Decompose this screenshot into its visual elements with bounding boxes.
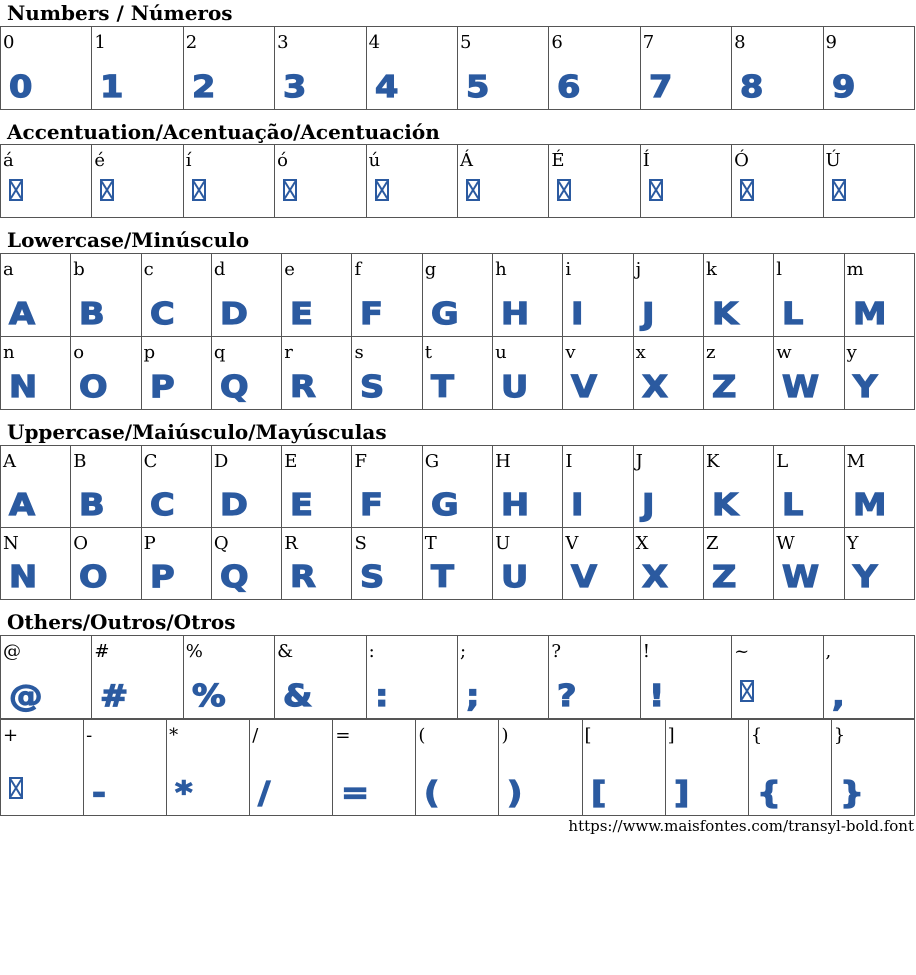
glyph-sample: /: [258, 776, 271, 811]
glyph-label: #: [94, 641, 110, 662]
glyph-cell: [183, 145, 274, 218]
glyph-label: f: [354, 259, 362, 280]
glyph-label: U: [495, 533, 511, 554]
glyph-cell: [416, 720, 499, 816]
glyph-cell: [844, 528, 914, 600]
glyph-sample: I: [571, 297, 584, 332]
glyph-label: x: [635, 342, 646, 363]
glyph-label: 4: [368, 32, 381, 53]
missing-glyph-icon: [557, 179, 571, 213]
glyph-cell: [823, 636, 914, 719]
glyph-sample: X: [641, 370, 668, 405]
glyph-cell: [275, 636, 366, 719]
glyph-cell: [366, 27, 457, 110]
glyph-cell: [211, 446, 281, 528]
glyph-label: s: [354, 342, 364, 363]
glyph-sample: E: [290, 488, 314, 523]
glyph-sample: T: [430, 370, 454, 405]
glyph-sample: S: [360, 370, 385, 405]
glyph-sample: L: [782, 488, 804, 523]
glyph-cell: [250, 720, 333, 816]
glyph-label: ]: [667, 725, 675, 746]
missing-glyph-icon: [740, 179, 754, 213]
glyph-label: 3: [277, 32, 289, 53]
glyph-sample: T: [430, 560, 454, 595]
glyph-label: S: [354, 533, 367, 554]
missing-glyph-icon: [375, 179, 389, 213]
glyph-sample: 6: [557, 70, 581, 105]
glyph-cell: [831, 720, 914, 816]
glyph-label: (: [418, 725, 426, 746]
glyph-sample: H: [501, 297, 530, 332]
glyph-sample: 7: [648, 70, 673, 105]
glyph-label: h: [495, 259, 507, 280]
glyph-label: V: [565, 533, 579, 554]
glyph-label: n: [3, 342, 15, 363]
missing-glyph-icon: [466, 179, 480, 213]
missing-glyph-icon: [283, 179, 297, 213]
glyph-sample: K: [711, 297, 739, 332]
glyph-cell: [774, 528, 844, 600]
glyph-cell: [92, 636, 183, 719]
glyph-sample: W: [782, 370, 820, 405]
glyph-label: y: [846, 342, 857, 363]
glyph-cell: [282, 254, 352, 337]
glyph-label: e: [284, 259, 295, 280]
glyph-sample: A: [9, 297, 36, 332]
glyph-label: 0: [3, 32, 15, 53]
glyph-label: m: [846, 259, 864, 280]
glyph-label: +: [3, 725, 19, 746]
glyph-label: 7: [642, 32, 655, 53]
glyph-label: &: [277, 641, 294, 662]
glyph-sample: 5: [465, 70, 490, 105]
glyph-label: i: [565, 259, 572, 280]
glyph-label: Q: [213, 533, 229, 554]
glyph-cell: [141, 446, 211, 528]
glyph-label: W: [776, 533, 795, 554]
lowercase-grid-row-2: [0, 336, 915, 410]
glyph-label: 5: [459, 32, 472, 53]
glyph-sample: U: [501, 560, 529, 595]
others-grid-row-2: [0, 719, 915, 816]
glyph-cell: [211, 254, 281, 337]
glyph-cell: [183, 636, 274, 719]
glyph-label: u: [495, 342, 507, 363]
glyph-cell: [333, 720, 416, 816]
missing-glyph-icon: [9, 777, 23, 811]
glyph-cell: [844, 337, 914, 410]
glyph-label: Í: [642, 150, 650, 171]
glyph-cell: [732, 27, 823, 110]
glyph-label: q: [213, 342, 226, 363]
section-title-accentuation: Accentuation/Acentuação/Acentuación: [7, 120, 440, 144]
glyph-sample: Y: [852, 560, 877, 595]
glyph-sample: O: [79, 560, 108, 595]
section-title-others: Others/Outros/Otros: [7, 610, 236, 634]
glyph-label: b: [73, 259, 85, 280]
glyph-label: ó: [277, 150, 289, 171]
glyph-label: O: [73, 533, 89, 554]
glyph-cell: [703, 528, 773, 600]
glyph-sample: =: [341, 776, 370, 811]
glyph-cell: [703, 337, 773, 410]
glyph-sample: C: [149, 488, 175, 523]
glyph-cell: [582, 720, 665, 816]
glyph-sample: S: [360, 560, 385, 595]
glyph-cell: [422, 337, 492, 410]
missing-glyph-icon: [740, 680, 754, 714]
glyph-sample: 0: [9, 70, 33, 105]
glyph-cell: [665, 720, 748, 816]
glyph-sample: H: [501, 488, 530, 523]
glyph-sample: 9: [831, 70, 855, 105]
glyph-label: é: [94, 150, 106, 171]
glyph-label: í: [185, 150, 192, 171]
glyph-sample: N: [9, 560, 38, 595]
glyph-cell: [457, 636, 548, 719]
glyph-cell: [844, 254, 914, 337]
glyph-cell: [183, 27, 274, 110]
glyph-sample: (: [424, 776, 440, 811]
glyph-label: ): [501, 725, 509, 746]
glyph-sample: G: [430, 297, 459, 332]
glyph-cell: [275, 27, 366, 110]
glyph-label: Á: [459, 150, 473, 171]
glyph-label: Ú: [825, 150, 841, 171]
glyph-label: l: [776, 259, 783, 280]
glyph-label: á: [3, 150, 14, 171]
glyph-cell: [748, 720, 831, 816]
glyph-cell: [640, 27, 731, 110]
glyph-label: P: [143, 533, 156, 554]
glyph-sample: #: [100, 679, 129, 714]
glyph-sample: *: [175, 776, 193, 811]
uppercase-grid-row-1: [0, 445, 915, 528]
glyph-cell: [732, 145, 823, 218]
glyph-label: %: [185, 641, 203, 662]
glyph-cell: [563, 446, 633, 528]
glyph-sample: M: [852, 297, 887, 332]
glyph-label: ?: [551, 641, 561, 662]
glyph-sample: Y: [852, 370, 877, 405]
glyph-label: ú: [368, 150, 381, 171]
glyph-cell: [549, 27, 640, 110]
glyph-sample: !: [648, 679, 665, 714]
glyph-cell: [71, 254, 141, 337]
glyph-label: z: [705, 342, 716, 363]
glyph-label: *: [169, 725, 179, 746]
glyph-label: K: [705, 451, 720, 472]
glyph-sample: A: [9, 488, 36, 523]
glyph-sample: D: [219, 488, 248, 523]
glyph-cell: [493, 528, 563, 600]
glyph-label: }: [833, 725, 846, 746]
glyph-label: =: [335, 725, 351, 746]
glyph-cell: [563, 337, 633, 410]
glyph-cell: [549, 145, 640, 218]
glyph-sample: E: [290, 297, 314, 332]
glyph-cell: [633, 337, 703, 410]
glyph-sample: -: [92, 776, 107, 811]
glyph-cell: [457, 27, 548, 110]
glyph-sample: }: [839, 776, 864, 811]
glyph-sample: P: [149, 560, 175, 595]
glyph-label: Ó: [734, 150, 749, 171]
glyph-cell: [84, 720, 167, 816]
numbers-grid: [0, 26, 915, 110]
glyph-label: ;: [459, 641, 467, 662]
glyph-label: c: [143, 259, 154, 280]
glyph-label: J: [635, 451, 643, 472]
glyph-sample: @: [9, 679, 43, 714]
glyph-label: ~: [734, 641, 750, 662]
glyph-sample: [: [590, 776, 606, 811]
glyph-label: ,: [825, 641, 832, 662]
glyph-cell: [457, 145, 548, 218]
glyph-cell: [422, 446, 492, 528]
glyph-cell: [71, 528, 141, 600]
glyph-sample: ;: [465, 679, 480, 714]
glyph-label: o: [73, 342, 85, 363]
uppercase-grid-row-2: [0, 527, 915, 600]
glyph-cell: [422, 254, 492, 337]
glyph-label: @: [3, 641, 21, 662]
glyph-cell: [823, 145, 914, 218]
glyph-cell: [282, 337, 352, 410]
glyph-cell: [1, 636, 92, 719]
glyph-cell: [732, 636, 823, 719]
glyph-cell: [1, 145, 92, 218]
glyph-label: É: [551, 150, 565, 171]
glyph-sample: :: [374, 679, 389, 714]
glyph-sample: G: [430, 488, 459, 523]
glyph-label: r: [284, 342, 293, 363]
glyph-cell: [352, 446, 422, 528]
glyph-label: G: [424, 451, 440, 472]
glyph-cell: [493, 446, 563, 528]
glyph-cell: [71, 446, 141, 528]
glyph-cell: [366, 145, 457, 218]
glyph-sample: Q: [219, 370, 249, 405]
glyph-label: X: [635, 533, 649, 554]
missing-glyph-icon: [649, 179, 663, 213]
glyph-sample: M: [852, 488, 887, 523]
glyph-sample: U: [501, 370, 529, 405]
glyph-label: 8: [734, 32, 746, 53]
glyph-sample: 3: [283, 70, 307, 105]
glyph-sample: &: [283, 679, 313, 714]
glyph-sample: L: [782, 297, 804, 332]
glyph-cell: [366, 636, 457, 719]
glyph-sample: 8: [740, 70, 764, 105]
source-url: https://www.maisfontes.com/transyl-bold.font: [568, 817, 914, 835]
glyph-label: !: [642, 641, 650, 662]
missing-glyph-icon: [9, 179, 23, 213]
glyph-sample: Q: [219, 560, 249, 595]
glyph-sample: D: [219, 297, 248, 332]
lowercase-grid-row-1: [0, 253, 915, 337]
glyph-cell: [703, 254, 773, 337]
glyph-label: F: [354, 451, 367, 472]
glyph-cell: [141, 337, 211, 410]
section-title-numbers: Numbers / Números: [7, 1, 233, 25]
glyph-sample: F: [360, 297, 384, 332]
glyph-cell: [1, 254, 71, 337]
glyph-sample: J: [641, 488, 655, 523]
glyph-label: 9: [825, 32, 837, 53]
glyph-sample: B: [79, 297, 105, 332]
glyph-label: w: [776, 342, 792, 363]
glyph-cell: [549, 636, 640, 719]
glyph-label: C: [143, 451, 158, 472]
glyph-label: a: [3, 259, 14, 280]
glyph-label: v: [565, 342, 576, 363]
glyph-sample: ]: [673, 776, 689, 811]
glyph-label: N: [3, 533, 19, 554]
glyph-label: D: [213, 451, 229, 472]
glyph-sample: K: [711, 488, 739, 523]
glyph-sample: R: [290, 370, 317, 405]
section-title-uppercase: Uppercase/Maiúsculo/Mayúsculas: [7, 420, 387, 444]
glyph-label: B: [73, 451, 87, 472]
glyph-label: [: [584, 725, 592, 746]
glyph-cell: [493, 337, 563, 410]
glyph-cell: [633, 254, 703, 337]
glyph-sample: J: [641, 297, 655, 332]
glyph-cell: [640, 145, 731, 218]
glyph-sample: P: [149, 370, 175, 405]
glyph-label: /: [252, 725, 259, 746]
glyph-sample: B: [79, 488, 105, 523]
glyph-sample: ?: [557, 679, 577, 714]
glyph-cell: [422, 528, 492, 600]
glyph-cell: [352, 528, 422, 600]
glyph-sample: C: [149, 297, 175, 332]
glyph-cell: [633, 446, 703, 528]
glyph-cell: [774, 254, 844, 337]
glyph-sample: ,: [831, 679, 845, 714]
glyph-cell: [563, 528, 633, 600]
accentuation-grid: [0, 144, 915, 218]
glyph-label: {: [750, 725, 763, 746]
glyph-label: k: [705, 259, 717, 280]
glyph-cell: [774, 337, 844, 410]
glyph-cell: [703, 446, 773, 528]
glyph-cell: [563, 254, 633, 337]
glyph-sample: {: [756, 776, 781, 811]
glyph-sample: V: [571, 560, 598, 595]
glyph-cell: [633, 528, 703, 600]
glyph-cell: [352, 254, 422, 337]
glyph-label: T: [424, 533, 437, 554]
glyph-sample: X: [641, 560, 668, 595]
glyph-cell: [1, 528, 71, 600]
glyph-label: Z: [705, 533, 719, 554]
glyph-label: 6: [551, 32, 563, 53]
glyph-sample: F: [360, 488, 384, 523]
glyph-label: :: [368, 641, 375, 662]
glyph-label: I: [565, 451, 573, 472]
glyph-cell: [823, 27, 914, 110]
glyph-cell: [92, 145, 183, 218]
glyph-cell: [1, 337, 71, 410]
glyph-label: E: [284, 451, 298, 472]
glyph-cell: [774, 446, 844, 528]
glyph-cell: [844, 446, 914, 528]
others-grid-row-1: [0, 635, 915, 719]
glyph-cell: [141, 528, 211, 600]
glyph-sample: Z: [711, 560, 737, 595]
glyph-cell: [1, 27, 92, 110]
glyph-label: H: [495, 451, 511, 472]
missing-glyph-icon: [192, 179, 206, 213]
glyph-label: Y: [846, 533, 859, 554]
glyph-cell: [352, 337, 422, 410]
glyph-sample: R: [290, 560, 317, 595]
glyph-label: d: [213, 259, 226, 280]
glyph-cell: [71, 337, 141, 410]
glyph-label: t: [424, 342, 433, 363]
glyph-sample: I: [571, 488, 584, 523]
glyph-cell: [282, 446, 352, 528]
glyph-cell: [1, 720, 84, 816]
glyph-label: 2: [185, 32, 198, 53]
glyph-sample: 4: [374, 70, 398, 105]
glyph-cell: [1, 446, 71, 528]
glyph-label: p: [143, 342, 156, 363]
glyph-cell: [493, 254, 563, 337]
glyph-sample: W: [782, 560, 820, 595]
missing-glyph-icon: [100, 179, 114, 213]
glyph-cell: [640, 636, 731, 719]
glyph-label: j: [635, 259, 642, 280]
glyph-label: L: [776, 451, 789, 472]
missing-glyph-icon: [832, 179, 846, 213]
glyph-cell: [167, 720, 250, 816]
glyph-sample: %: [191, 679, 226, 714]
glyph-sample: 2: [191, 70, 216, 105]
glyph-cell: [211, 337, 281, 410]
glyph-sample: Z: [711, 370, 737, 405]
glyph-sample: O: [79, 370, 108, 405]
glyph-sample: 1: [100, 70, 124, 105]
glyph-label: M: [846, 451, 865, 472]
glyph-cell: [141, 254, 211, 337]
glyph-cell: [211, 528, 281, 600]
glyph-cell: [275, 145, 366, 218]
glyph-label: g: [424, 259, 437, 280]
glyph-label: R: [284, 533, 298, 554]
glyph-cell: [92, 27, 183, 110]
glyph-sample: N: [9, 370, 38, 405]
glyph-cell: [499, 720, 582, 816]
glyph-label: 1: [94, 32, 106, 53]
section-title-lowercase: Lowercase/Minúsculo: [7, 228, 250, 252]
glyph-cell: [282, 528, 352, 600]
glyph-sample: V: [571, 370, 598, 405]
glyph-label: -: [86, 725, 93, 746]
glyph-sample: ): [507, 776, 523, 811]
glyph-label: A: [3, 451, 16, 472]
